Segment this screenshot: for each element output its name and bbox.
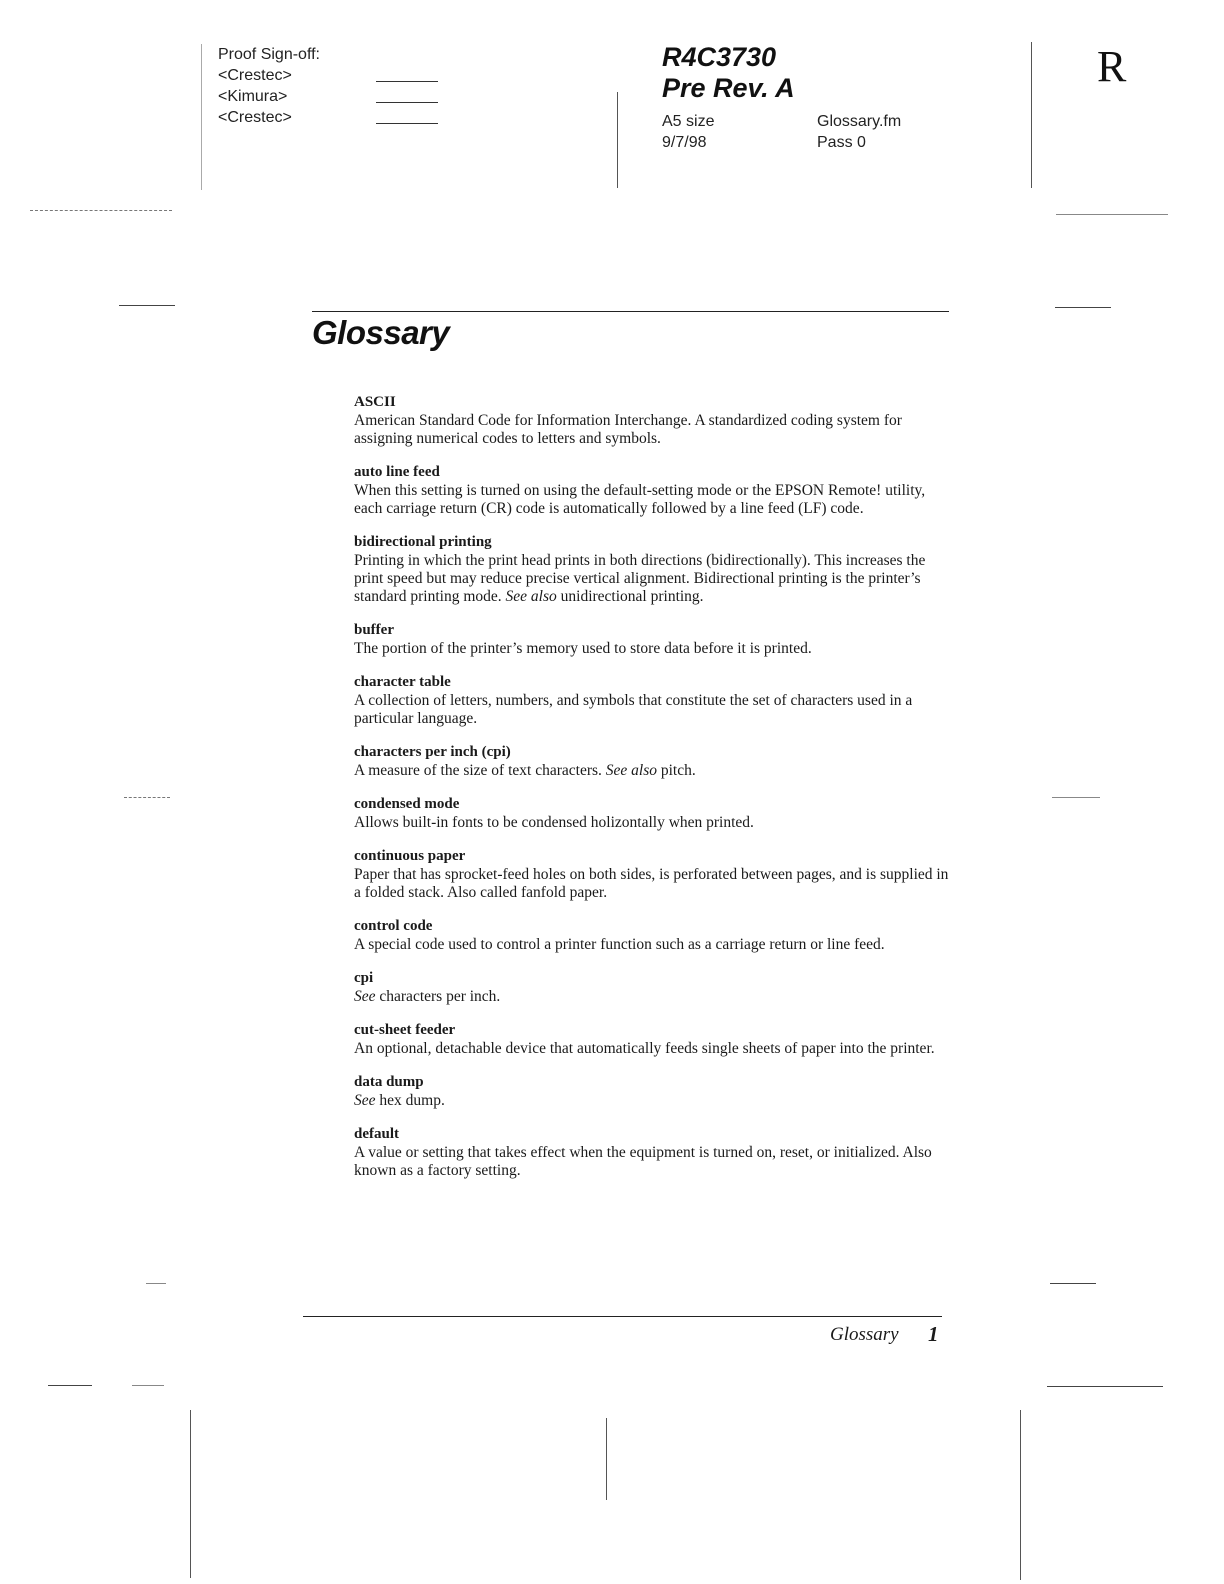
glossary-entry: [354, 463, 950, 518]
glossary-term: ASCII: [354, 394, 396, 410]
glossary-definition: [354, 692, 950, 728]
trim-mark: [1050, 1283, 1096, 1284]
glossary-entry: [354, 917, 950, 954]
glossary-term: default: [354, 1126, 399, 1142]
glossary-entry: [354, 393, 950, 448]
glossary-definition: [354, 640, 950, 658]
glossary-definition: [354, 814, 950, 832]
glossary-term: condensed mode: [354, 796, 460, 812]
glossary-definition: [354, 482, 950, 518]
trim-mark: [48, 1385, 92, 1386]
glossary-term: characters per inch (cpi): [354, 744, 511, 760]
glossary-entry: [354, 1021, 950, 1058]
definition-text: hex dump.: [375, 1092, 445, 1109]
glossary-entry: [354, 795, 950, 832]
doc-file: Glossary.fm: [817, 113, 902, 130]
definition-text: characters per inch.: [375, 988, 501, 1005]
see-reference: See: [354, 988, 376, 1005]
trim-mark: [1047, 1386, 1163, 1387]
doc-pass: Pass 0: [817, 134, 866, 151]
trim-mark: [30, 210, 172, 211]
glossary-term: data dump: [354, 1074, 424, 1090]
document-id: [662, 42, 795, 104]
doc-date: 9/7/98: [662, 134, 707, 151]
glossary-term: cut-sheet feeder: [354, 1022, 456, 1038]
glossary-term: buffer: [354, 622, 394, 638]
trim-mark: [146, 1283, 166, 1284]
glossary-term: auto line feed: [354, 464, 440, 480]
glossary-term: bidirectional printing: [354, 534, 492, 550]
proof-signoff: [218, 44, 320, 128]
footer-rule: [303, 1316, 942, 1317]
glossary-definition: [354, 1040, 950, 1058]
title-rule: [312, 311, 949, 312]
definition-text: Paper that has sprocket-feed holes on both sides, is perforated between pages, and is supplied in a folded stack. Also called fanfold paper.: [354, 866, 949, 901]
definition-text: A special code used to control a printer function such as a carriage return or line feed.: [354, 936, 885, 953]
glossary-definition: [354, 1144, 950, 1180]
trim-mark: [132, 1385, 164, 1386]
footer-label: Glossary: [830, 1324, 899, 1345]
glossary-list: [354, 393, 950, 1195]
trim-mark: [201, 44, 202, 190]
glossary-entry: [354, 1125, 950, 1180]
definition-text: Allows built-in fonts to be condensed holizontally when printed.: [354, 814, 754, 831]
definition-text: When this setting is turned on using the default-setting mode or the EPSON Remote! utility, each carriage return (CR) code is automatically followed by a line feed (LF) code.: [354, 482, 926, 517]
glossary-definition: [354, 412, 950, 448]
glossary-definition: [354, 988, 950, 1006]
glossary-entry: [354, 533, 950, 606]
trim-mark: [124, 797, 170, 798]
glossary-entry: [354, 1073, 950, 1110]
signoff-line-1: [376, 81, 438, 82]
definition-text: A value or setting that takes effect when the equipment is turned on, reset, or initialized. Also known as a factory setting.: [354, 1144, 932, 1179]
glossary-term: control code: [354, 918, 433, 934]
glossary-definition: [354, 552, 950, 606]
signoff-line-3: [376, 123, 438, 124]
definition-text: A collection of letters, numbers, and symbols that constitute the set of characters used in a particular language.: [354, 692, 913, 727]
trim-mark: [119, 305, 175, 306]
page-number: 1: [928, 1322, 939, 1346]
see-reference: See: [354, 1092, 376, 1109]
definition-text: A measure of the size of text characters.: [354, 762, 606, 779]
section-letter: R: [1097, 42, 1127, 91]
definition-text: unidirectional printing.: [556, 588, 704, 605]
glossary-term: continuous paper: [354, 848, 466, 864]
definition-text: An optional, detachable device that automatically feeds single sheets of paper into the printer.: [354, 1040, 935, 1057]
trim-mark: [1020, 1410, 1021, 1580]
glossary-entry: [354, 847, 950, 902]
proof-title: Proof Sign-off:: [218, 46, 320, 63]
glossary-term: cpi: [354, 970, 374, 986]
glossary-entry: [354, 621, 950, 658]
glossary-definition: [354, 1092, 950, 1110]
definition-text: American Standard Code for Information Interchange. A standardized coding system for assigning numerical codes to letters and symbols.: [354, 412, 902, 447]
trim-mark: [617, 92, 618, 188]
definition-text: pitch.: [657, 762, 696, 779]
definition-text: Printing in which the print head prints in both directions (bidirectionally). This increases the print speed but may reduce precise vertical alignment. Bidirectional printing is the printer’s standard printing mode.: [354, 552, 926, 605]
signoff-3: <Crestec>: [218, 109, 292, 126]
glossary-definition: [354, 762, 950, 780]
doc-size: A5 size: [662, 113, 715, 130]
signoff-line-2: [376, 102, 438, 103]
see-reference: See also: [605, 762, 657, 779]
glossary-entry: [354, 673, 950, 728]
glossary-term: character table: [354, 674, 451, 690]
glossary-definition: [354, 936, 950, 954]
glossary-entry: [354, 969, 950, 1006]
definition-text: The portion of the printer’s memory used to store data before it is printed.: [354, 640, 812, 657]
trim-mark: [1052, 797, 1100, 798]
trim-mark: [1056, 214, 1168, 215]
trim-mark: [1055, 307, 1111, 308]
trim-mark: [606, 1418, 607, 1500]
trim-mark: [190, 1410, 191, 1578]
see-reference: See also: [505, 588, 557, 605]
trim-mark: [1031, 42, 1032, 188]
doc-code: R4C3730: [662, 42, 777, 72]
signoff-1: <Crestec>: [218, 67, 292, 84]
doc-revision: Pre Rev. A: [662, 73, 795, 103]
glossary-entry: [354, 743, 950, 780]
page-title: Glossary: [312, 314, 450, 351]
signoff-2: <Kimura>: [218, 88, 288, 105]
glossary-definition: [354, 866, 950, 902]
